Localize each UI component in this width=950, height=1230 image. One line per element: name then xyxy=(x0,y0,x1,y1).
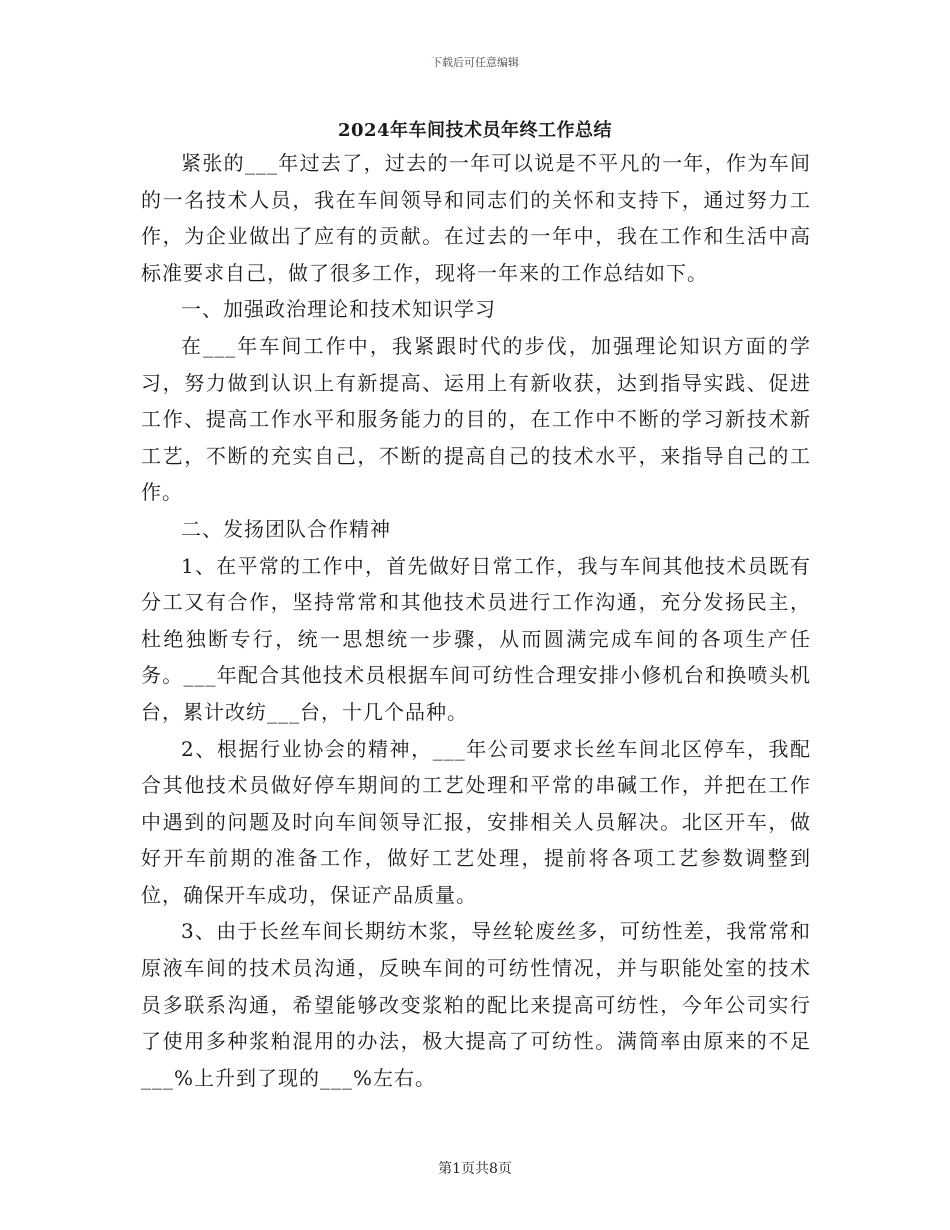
section-heading-2: 二、发扬团队合作精神 xyxy=(181,516,391,541)
section-heading-1: 一、加强政治理论和技术知识学习 xyxy=(181,297,496,322)
paragraph-study: 在___年车间工作中，我紧跟时代的步伐，加强理论知识方面的学习，努力做到认识上有新提高、运用上有新收获，达到指导实践、促进工作、提高工作水平和服务能力的目的，在工作中不断的学习新技术新工艺，不断的充实自己，不断的提高自己的技术水平，来指导自己的工作。 xyxy=(141,333,811,505)
paragraph-item-3: 3、由于长丝车间长期纺木浆，导丝轮废丝多，可纺性差，我常常和原液车间的技术员沟通，反映车间的可纺性情况，并与职能处室的技术员多联系沟通，希望能够改变浆粕的配比来提高可纺性，今年公司实行了使用多种浆粕混用的办法，极大提高了可纺性。满筒率由原来的不足___%上升到了现的___%左右。 xyxy=(141,919,811,1090)
header-note: 下载后可任意编辑 xyxy=(431,56,519,69)
document-body xyxy=(141,145,811,1096)
paragraph-intro: 紧张的___年过去了，过去的一年可以说是不平凡的一年，作为车间的一名技术人员，我在车间领导和同志们的关怀和支持下，通过努力工作，为企业做出了应有的贡献。在过去的一年中，我在工作和生活中高标准要求自己，做了很多工作，现将一年来的工作总结如下。 xyxy=(141,151,811,285)
page-number-footer: 第1页共8页 xyxy=(438,1161,512,1177)
paragraph-item-1: 1、在平常的工作中，首先做好日常工作，我与车间其他技术员既有分工又有合作，坚持常常和其他技术员进行工作沟通，充分发扬民主，杜绝独断专行，统一思想统一步骤，从而圆满完成车间的各项生产任务。___年配合其他技术员根据车间可纺性合理安排小修机台和换喷头机台，累计改纺___台，十几个品种。 xyxy=(141,553,811,724)
paragraph-item-2: 2、根据行业协会的精神，___年公司要求长丝车间北区停车，我配合其他技术员做好停车期间的工艺处理和平常的串碱工作，并把在工作中遇到的问题及时向车间领导汇报，安排相关人员解决。北区开车，做好开车前期的准备工作，做好工艺处理，提前将各项工艺参数调整到位，确保开车成功，保证产品质量。 xyxy=(141,736,811,907)
document-title: 2024年车间技术员年终工作总结 xyxy=(337,120,613,141)
